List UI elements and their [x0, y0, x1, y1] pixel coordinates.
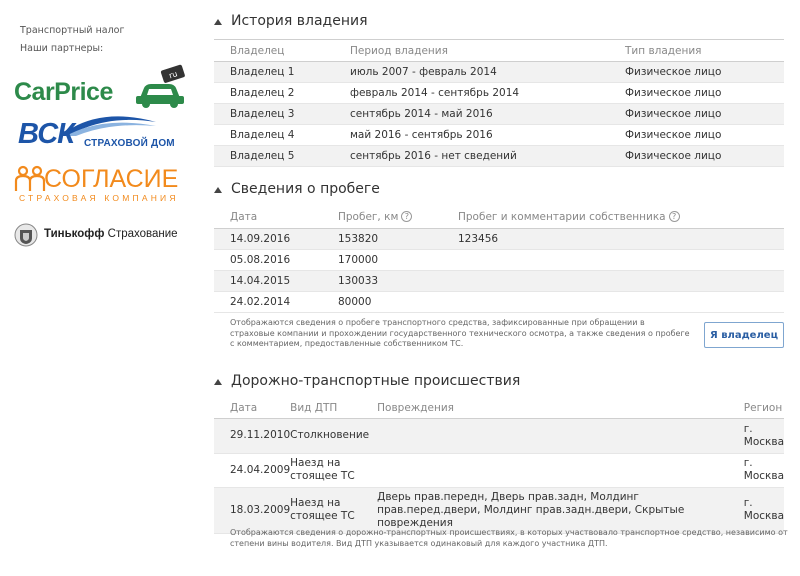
date-cell: 24.02.2014	[214, 291, 322, 312]
collapse-triangle-icon[interactable]	[214, 19, 222, 25]
transport-tax-link[interactable]: Транспортный налог	[20, 25, 125, 36]
table-row	[214, 228, 784, 249]
owner-cell: Владелец 4	[214, 125, 334, 146]
table-row	[214, 487, 784, 533]
tinkoff-logo-rest: Страхование	[104, 228, 178, 240]
accidents-header-row	[214, 398, 784, 418]
column-header: Повреждения	[369, 398, 738, 418]
damage-cell: Дверь прав.передн, Дверь прав.задн, Молдинг прав.перед.двери, Молдинг прав.задн.двери, Скрытые повреждения	[369, 487, 738, 533]
i-am-owner-button[interactable]: Я владелец	[704, 322, 784, 348]
collapse-triangle-icon[interactable]	[214, 187, 222, 193]
column-header: Тип владения	[609, 40, 784, 62]
collapse-triangle-icon[interactable]	[214, 379, 222, 385]
mileage-header[interactable]	[214, 181, 380, 197]
date-cell: 29.11.2010	[214, 418, 290, 453]
date-cell: 18.03.2009	[214, 487, 290, 533]
mileage-cell: 80000	[322, 291, 442, 312]
column-header: Регион	[738, 398, 784, 418]
accidents-note: Отображаются сведения о дорожно-транспортных происшествиях, в которых участвовало транспортное средство, независимо от степени вины водителя. Вид ДТП указывается одинаковый для каждого участника ДТП.	[230, 528, 788, 548]
tinkoff-logo-text	[44, 228, 178, 240]
partners-label: Наши партнеры:	[20, 43, 104, 54]
vsk-logo-text: ВСК	[18, 118, 74, 150]
accident-type-cell: Столкновение	[290, 418, 369, 453]
date-cell: 14.09.2016	[214, 228, 322, 249]
table-row	[214, 453, 784, 487]
column-header: Владелец	[214, 40, 334, 62]
mileage-header-row	[214, 206, 784, 228]
owner-comment-cell: 123456	[442, 228, 784, 249]
type-cell: Физическое лицо	[609, 62, 784, 83]
type-cell: Физическое лицо	[609, 125, 784, 146]
table-row	[214, 104, 784, 125]
owner-comment-cell	[442, 291, 784, 312]
table-row	[214, 146, 784, 167]
carprice-logo-text: CarPrice	[14, 78, 113, 106]
column-header: Вид ДТП	[290, 398, 369, 418]
accidents-header[interactable]	[214, 373, 520, 389]
ownership-header[interactable]	[214, 13, 368, 29]
tinkoff-emblem-icon	[14, 223, 38, 247]
region-cell: г. Москва	[738, 418, 784, 453]
help-icon[interactable]: ?	[401, 211, 412, 222]
accidents-table	[214, 398, 784, 534]
damage-cell	[369, 418, 738, 453]
owner-comment-cell	[442, 249, 784, 270]
column-header-label: Пробег и комментарии собственника	[458, 210, 666, 223]
carprice-badge-text: ru	[167, 69, 179, 81]
table-row	[214, 62, 784, 83]
type-cell: Физическое лицо	[609, 104, 784, 125]
tinkoff-logo[interactable]	[14, 222, 189, 248]
help-icon[interactable]: ?	[669, 211, 680, 222]
soglasie-logo[interactable]	[14, 162, 189, 208]
mileage-table	[214, 206, 784, 313]
accident-type-cell: Наезд на стоящее ТС	[290, 453, 369, 487]
car-icon	[132, 64, 188, 108]
ownership-table	[214, 39, 784, 167]
table-row	[214, 125, 784, 146]
column-header: Дата	[214, 398, 290, 418]
damage-cell	[369, 453, 738, 487]
mileage-note: Отображаются сведения о пробеге транспортного средства, зафиксированные при обращении в страховые компании и прохождении государственного технического осмотра, а также сведения о пробеге с комментарием, предоставленные собственником ТС.	[230, 318, 690, 348]
type-cell: Физическое лицо	[609, 83, 784, 104]
mileage-title: Сведения о пробеге	[231, 181, 380, 197]
date-cell: 05.08.2016	[214, 249, 322, 270]
sidebar	[0, 0, 200, 576]
region-cell: г. Москва	[738, 487, 784, 533]
period-cell: сентябрь 2014 - май 2016	[334, 104, 609, 125]
accident-type-cell: Наезд на стоящее ТС	[290, 487, 369, 533]
column-header	[322, 206, 442, 228]
tinkoff-logo-bold: Тинькофф	[44, 228, 105, 240]
period-cell: февраль 2014 - сентябрь 2014	[334, 83, 609, 104]
date-cell: 24.04.2009	[214, 453, 290, 487]
soglasie-logo-subtext: СТРАХОВАЯ КОМПАНИЯ	[19, 193, 179, 203]
soglasie-logo-text: СОГЛАСИЕ	[44, 165, 179, 193]
ownership-title: История владения	[231, 13, 368, 29]
table-row	[214, 270, 784, 291]
vsk-logo-subtext: СТРАХОВОЙ ДОМ	[84, 138, 175, 149]
table-row	[214, 83, 784, 104]
owner-cell: Владелец 5	[214, 146, 334, 167]
period-cell: сентябрь 2016 - нет сведений	[334, 146, 609, 167]
owner-cell: Владелец 1	[214, 62, 334, 83]
vsk-logo[interactable]	[18, 112, 188, 154]
type-cell: Физическое лицо	[609, 146, 784, 167]
date-cell: 14.04.2015	[214, 270, 322, 291]
column-header-label: Пробег, км	[338, 210, 399, 223]
table-row	[214, 291, 784, 312]
people-icon	[14, 165, 46, 193]
carprice-logo[interactable]	[14, 64, 184, 110]
owner-cell: Владелец 2	[214, 83, 334, 104]
column-header: Дата	[214, 206, 322, 228]
column-header	[442, 206, 784, 228]
period-cell: июль 2007 - февраль 2014	[334, 62, 609, 83]
table-row	[214, 418, 784, 453]
ownership-header-row	[214, 40, 784, 62]
region-cell: г. Москва	[738, 453, 784, 487]
column-header: Период владения	[334, 40, 609, 62]
mileage-cell: 130033	[322, 270, 442, 291]
owner-comment-cell	[442, 270, 784, 291]
accidents-title: Дорожно-транспортные происшествия	[231, 373, 521, 389]
mileage-cell: 153820	[322, 228, 442, 249]
table-row	[214, 249, 784, 270]
mileage-cell: 170000	[322, 249, 442, 270]
owner-cell: Владелец 3	[214, 104, 334, 125]
period-cell: май 2016 - сентябрь 2016	[334, 125, 609, 146]
